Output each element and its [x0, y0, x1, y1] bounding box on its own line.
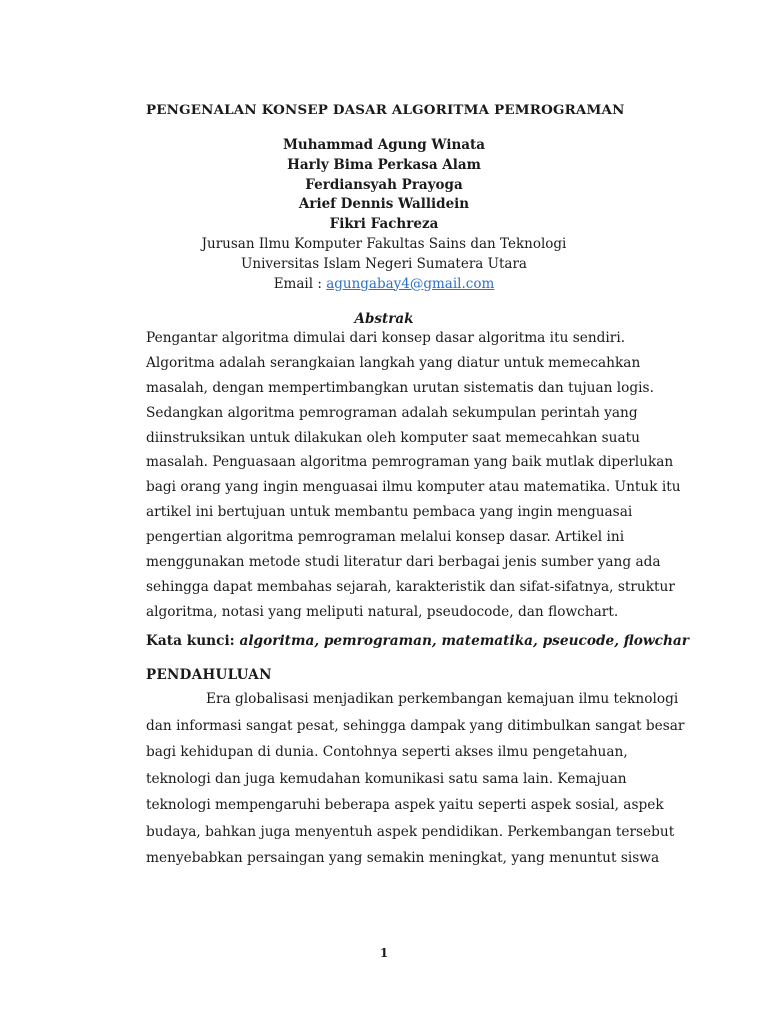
- abstract-line: algoritma, notasi yang meliputi natural, pseudocode, dan flowchart.: [146, 603, 619, 620]
- section-body: [146, 686, 685, 872]
- abstract-line: sehingga dapat membahas sejarah, karakteristik dan sifat-sifatnya, struktur: [146, 578, 675, 595]
- author-name: Ferdiansyah Prayoga: [305, 176, 463, 193]
- keywords-line: [146, 629, 690, 653]
- section-line: Era globalisasi menjadikan perkembangan kemajuan ilmu teknologi: [206, 691, 679, 707]
- abstract-line: bagi orang yang ingin menguasai ilmu komputer atau matematika. Untuk itu: [146, 479, 681, 496]
- author-name: Muhammad Agung Winata: [282, 137, 486, 153]
- keywords-label: Kata kunci:: [146, 633, 240, 649]
- abstract-line: menggunakan metode studi literatur dari berbagai jenis sumber yang ada: [146, 554, 661, 571]
- abstract-line: pengertian algoritma pemrograman melalui konsep dasar. Artikel ini: [146, 529, 625, 546]
- email-link[interactable]: agungabay4@gmail.com: [326, 275, 495, 292]
- author-block: [146, 136, 622, 294]
- abstract-heading: Abstrak: [354, 311, 414, 327]
- section-line: menyebabkan persaingan yang semakin meningkat, yang menuntut siswa: [146, 850, 660, 866]
- abstract-line: masalah. Penguasaan algoritma pemrograman yang baik mutlak diperlukan: [146, 454, 674, 471]
- abstract-body: [146, 326, 681, 625]
- abstract-line: diinstruksikan untuk dilakukan oleh komputer saat memecahkan suatu: [146, 429, 640, 446]
- section-line: dan informasi sangat pesat, sehingga dampak yang ditimbulkan sangat besar: [146, 717, 685, 734]
- abstract-line: Pengantar algoritma dimulai dari konsep dasar algoritma itu sendiri.: [146, 330, 626, 346]
- paper-title: PENGENALAN KONSEP DASAR ALGORITMA PEMROGRAMAN: [146, 102, 625, 118]
- email-line: [146, 275, 622, 295]
- author-name: Harly Bima Perkasa Alam: [287, 156, 481, 173]
- abstract-line: Sedangkan algoritma pemrograman adalah sekumpulan perintah yang: [146, 404, 638, 421]
- author-name: Arief Dennis Wallidein: [298, 196, 470, 213]
- email-label: Email :: [273, 275, 327, 292]
- page-number: 1: [379, 946, 389, 960]
- abstract-line: masalah, dengan mempertimbangkan urutan sistematis dan tujuan logis.: [146, 379, 654, 396]
- section-line: teknologi mempengaruhi beberapa aspek yaitu seperti aspek sosial, aspek: [146, 797, 664, 813]
- keywords-value: algoritma, pemrograman, matematika, pseucode, flowchar: [239, 633, 690, 649]
- section-line: teknologi dan juga kemudahan komunikasi satu sama lain. Kemajuan: [146, 770, 627, 787]
- affiliation-university: Universitas Islam Negeri Sumatera Utara: [241, 255, 527, 272]
- affiliation-department: Jurusan Ilmu Komputer Fakultas Sains dan Teknologi: [201, 235, 567, 252]
- abstract-line: artikel ini bertujuan untuk membantu pembaca yang ingin menguasai: [146, 504, 633, 521]
- section-line: bagi kehidupan di dunia. Contohnya seperti akses ilmu pengetahuan,: [146, 744, 628, 760]
- author-name: Fikri Fachreza: [329, 216, 439, 233]
- abstract-line: Algoritma adalah serangkaian langkah yang diatur untuk memecahkan: [146, 354, 641, 371]
- section-heading: PENDAHULUAN: [146, 667, 272, 683]
- section-line: budaya, bahkan juga menyentuh aspek pendidikan. Perkembangan tersebut: [146, 823, 675, 840]
